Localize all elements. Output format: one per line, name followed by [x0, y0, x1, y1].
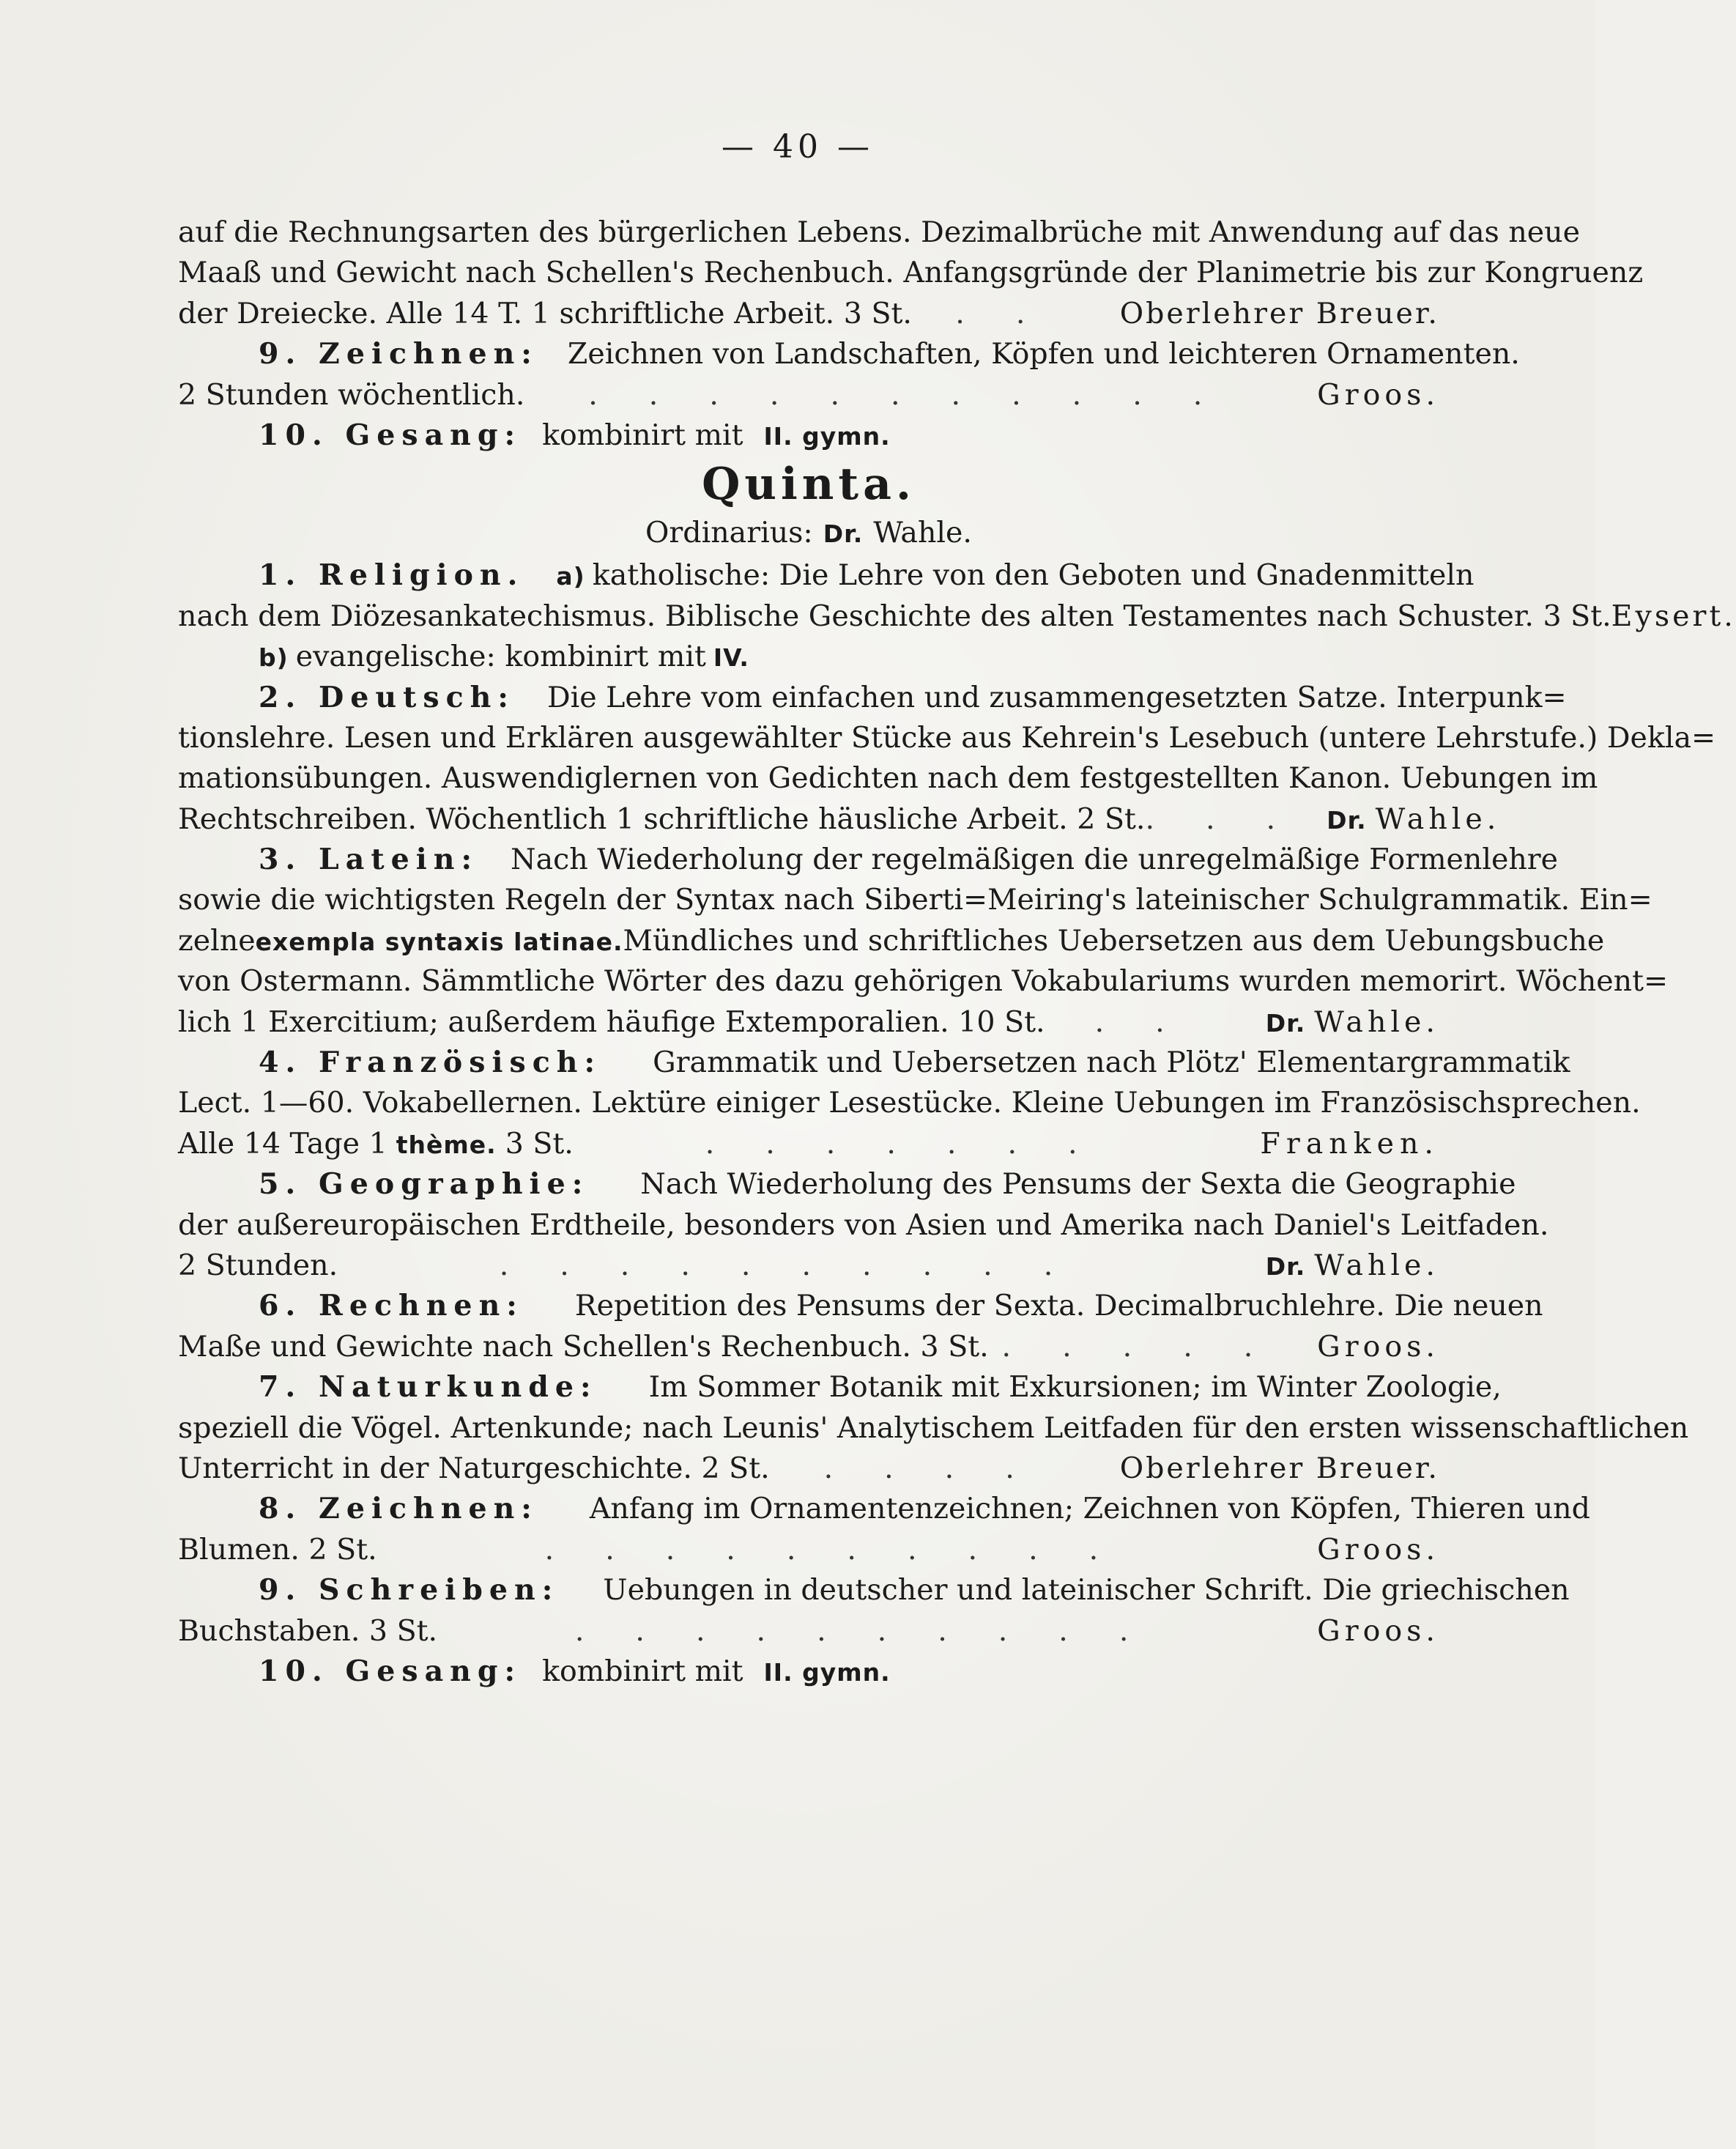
page-number [0, 128, 1595, 166]
subject-heading: 9. Zeichnen: [259, 337, 538, 371]
leader-dots: .. [1094, 1005, 1216, 1039]
teacher-name: Wahle. [1314, 1248, 1439, 1282]
subject-heading: 10. Gesang: [259, 1654, 522, 1688]
line-text: Zeichnen von Landschaften, Köpfen und leichteren Ornamenten. [567, 337, 1520, 371]
antiqua-text: exempla syntaxis latinae. [255, 927, 623, 956]
text-line [178, 1367, 1502, 1408]
leader-dots: ........... [588, 377, 1254, 412]
text-line [178, 718, 1716, 758]
leader-dots: .......... [499, 1248, 1105, 1282]
subject-heading: 8. Zeichnen: [259, 1492, 538, 1526]
line-text: Alle 14 Tage 1 [178, 1126, 387, 1161]
text-line [178, 1570, 1570, 1610]
text-line [178, 921, 1605, 961]
line-text: Uebungen in deutscher und lateinischer Schrift. Die griechischen [603, 1573, 1570, 1608]
subject-heading: 4. Französisch: [259, 1046, 602, 1080]
subject-heading: 7. Naturkunde: [259, 1370, 598, 1405]
teacher-name: Groos. [1317, 1613, 1439, 1648]
body-text [178, 212, 1736, 1692]
line-text: Anfang im Ornamentenzeichnen; Zeichnen von Köpfen, Thieren und [589, 1492, 1590, 1526]
line-text: sowie die wichtigsten Regeln der Syntax nach Siberti=Meiring's lateinischer Schulgrammatik. Ein= [178, 883, 1652, 917]
antiqua-text: Dr. [1265, 1251, 1306, 1281]
line-text: Rechtschreiben. Wöchentlich 1 schriftliche häusliche Arbeit. 2 St. [178, 802, 1146, 836]
text-line [178, 1449, 1439, 1489]
line-text: Unterricht in der Naturgeschichte. 2 St. [178, 1451, 770, 1485]
text-line [178, 840, 1559, 880]
line-text: von Ostermann. Sämmtliche Wörter des dazu gehörigen Vokabulariums wurden memorirt. Wöchent= [178, 964, 1669, 999]
line-text: tionslehre. Lesen und Erklären ausgewählter Stücke aus Kehrein's Lesebuch (untere Lehrstufe.) Dekla= [178, 720, 1716, 755]
teacher-name: Wahle. [1375, 802, 1501, 836]
leader-dots: .......... [574, 1613, 1180, 1648]
antiqua-text: IV. [713, 643, 749, 673]
line-text: kombinirt mit [542, 1654, 743, 1688]
subject-heading: 5. Geographie: [259, 1167, 590, 1202]
text-line [178, 758, 1598, 799]
subject-heading: 2. Deutsch: [259, 680, 515, 714]
leader-dots: ..... [1001, 1329, 1305, 1364]
text-line [178, 1408, 1689, 1449]
line-text: nach dem Diözesankatechismus. Biblische Geschichte des alten Testamentes nach Schuster. 3 St. [178, 599, 1611, 633]
line-text: Lect. 1—60. Vokabellernen. Lektüre einiger Lesestücke. Kleine Uebungen im Französischsprechen. [178, 1086, 1641, 1120]
text-line [178, 1530, 1439, 1570]
teacher-name: Oberlehrer Breuer. [1119, 296, 1439, 330]
teacher-name: Groos. [1317, 1329, 1439, 1364]
text-line [178, 1002, 1439, 1043]
text-line [178, 1651, 1439, 1692]
antiqua-text: a) [556, 562, 585, 591]
ordinarius-name: Wahle. [873, 516, 972, 550]
teacher-name: Groos. [1317, 1532, 1439, 1567]
text-line [178, 1611, 1439, 1651]
leader-dots: .. [955, 296, 1077, 330]
section-title-text: Quinta. [702, 459, 916, 511]
text-line [178, 375, 1439, 415]
antiqua-text: II. gymn. [763, 421, 891, 451]
line-text: 2 Stunden. [178, 1248, 338, 1282]
text-line [178, 678, 1567, 718]
text-line [178, 1164, 1516, 1205]
subject-heading: 3. Latein: [259, 843, 479, 877]
line-text: evangelische: kombinirt mit [295, 640, 706, 674]
antiqua-text: Dr. [1327, 805, 1367, 835]
text-line [178, 961, 1669, 1002]
text-line [178, 212, 1580, 253]
text-line [178, 1327, 1439, 1367]
antiqua-text: b) [259, 643, 289, 673]
line-text: lich 1 Exercitium; außerdem häufige Extemporalien. 10 St. [178, 1005, 1045, 1039]
line-text: Maaß und Gewicht nach Schellen's Rechenbuch. Anfangsgründe der Planimetrie bis zur Kongruenz [178, 256, 1644, 290]
text-line [178, 1246, 1439, 1286]
line-text: Repetition des Pensums der Sexta. Decimalbruchlehre. Die neuen [574, 1289, 1543, 1323]
line-text: Mündliches und schriftliches Uebersetzen aus dem Uebungsbuche [623, 923, 1605, 958]
text-line [178, 596, 1736, 637]
line-text: Maße und Gewichte nach Schellen's Rechenbuch. 3 St. [178, 1329, 989, 1364]
ordinarius-line [178, 513, 1439, 555]
line-text: zelne [178, 923, 256, 958]
subject-heading: 10. Gesang: [259, 418, 522, 452]
line-text: kombinirt mit [542, 418, 743, 452]
line-text: der Dreiecke. Alle 14 T. 1 schriftliche Arbeit. 3 St. [178, 296, 912, 330]
section-title [178, 456, 1439, 513]
line-text: Blumen. 2 St. [178, 1532, 377, 1567]
text-line [178, 1489, 1590, 1529]
line-text: 2 Stunden wöchentlich. [178, 377, 525, 412]
line-text: katholische: Die Lehre von den Geboten und Gnadenmitteln [592, 558, 1475, 593]
text-line [178, 1043, 1570, 1083]
line-text: Grammatik und Uebersetzen nach Plötz' Elementargrammatik [653, 1046, 1570, 1080]
text-line [178, 555, 1475, 596]
text-line [178, 1286, 1543, 1326]
leader-dots: ... [1145, 802, 1327, 836]
line-text: Die Lehre vom einfachen und zusammengesetzten Satze. Interpunk= [546, 680, 1567, 714]
line-text: Im Sommer Botanik mit Exkursionen; im Winter Zoologie, [648, 1370, 1502, 1405]
line-text: Nach Wiederholung des Pensums der Sexta die Geographie [640, 1167, 1516, 1202]
ordinarius-title: Dr. [823, 519, 864, 549]
line-text: Nach Wiederholung der regelmäßigen die unregelmäßige Formenlehre [511, 843, 1559, 877]
text-line [178, 294, 1439, 334]
line-text: mationsübungen. Auswendiglernen von Gedichten nach dem festgestellten Kanon. Uebungen im [178, 761, 1598, 796]
teacher-name: Groos. [1317, 377, 1439, 412]
antiqua-text: II. gymn. [763, 1657, 891, 1687]
antiqua-text: Dr. [1265, 1008, 1306, 1037]
text-line [178, 799, 1501, 840]
text-line [178, 1205, 1549, 1246]
teacher-name: Oberlehrer Breuer. [1119, 1451, 1439, 1485]
teacher-name: Wahle. [1314, 1005, 1439, 1039]
line-text: auf die Rechnungsarten des bürgerlichen Lebens. Dezimalbrüche mit Anwendung auf das neue [178, 215, 1580, 249]
line-text: 3 St. [505, 1126, 574, 1161]
leader-dots: ....... [705, 1126, 1129, 1161]
subject-heading: 1. Religion. [259, 558, 524, 593]
text-line [178, 1124, 1439, 1164]
leader-dots: .... [823, 1451, 1066, 1485]
antiqua-text: thème. [396, 1130, 497, 1159]
leader-dots: .......... [544, 1532, 1150, 1567]
teacher-name: Eysert. [1611, 599, 1736, 633]
line-text: der außereuropäischen Erdtheile, besonders von Asien und Amerika nach Daniel's Leitfaden. [178, 1207, 1549, 1242]
text-line [178, 415, 1439, 456]
line-text: speziell die Vögel. Artenkunde; nach Leunis' Analytischem Leitfaden für den ersten wissenschaftlichen [178, 1410, 1689, 1445]
ordinarius-label: Ordinarius: [645, 516, 813, 550]
text-line [178, 253, 1644, 293]
page-number-text: — 40 — [722, 128, 874, 166]
subject-heading: 6. Rechnen: [259, 1289, 524, 1323]
text-line [178, 880, 1652, 920]
subject-heading: 9. Schreiben: [259, 1573, 560, 1608]
text-line [178, 334, 1520, 374]
text-line [178, 637, 1439, 677]
text-line [178, 1083, 1641, 1123]
line-text: Buchstaben. 3 St. [178, 1613, 438, 1648]
teacher-name: Franken. [1260, 1126, 1439, 1161]
